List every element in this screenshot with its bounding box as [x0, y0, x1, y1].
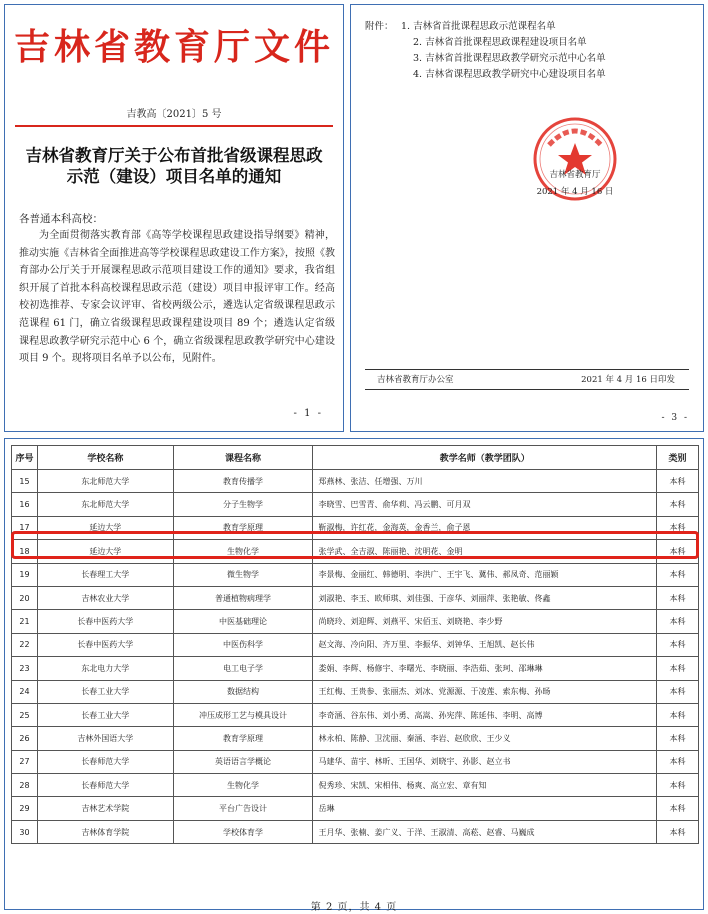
row-course: 冲压成形工艺与模具设计 — [173, 703, 313, 726]
table-row — [12, 657, 699, 680]
row-team: 张学武、全吉淑、陈丽艳、沈明花、金明 — [313, 540, 657, 563]
row-category: 本科 — [657, 657, 699, 680]
seal-date: 2021 年 4 月 16 日 — [536, 187, 614, 197]
row-school: 延边大学 — [37, 516, 173, 539]
table-row — [12, 470, 699, 493]
row-school: 延边大学 — [37, 540, 173, 563]
red-divider — [15, 125, 333, 127]
row-team: 尚晓玲、刘迎辉、刘燕平、宋佰玉、刘晓艳、李少野 — [313, 610, 657, 633]
table-row — [12, 540, 699, 563]
footer-organization: 吉林省教育厅办公室 — [377, 375, 454, 385]
table-header-row — [12, 446, 699, 470]
row-school: 东北师范大学 — [37, 470, 173, 493]
row-school: 吉林外国语大学 — [37, 727, 173, 750]
row-team: 倪秀珍、宋凯、宋相伟、杨爽、高立宏、章有知 — [313, 774, 657, 797]
row-team: 靳淑梅，许红花，金海英，金香兰，俞子恩 — [313, 516, 657, 539]
table-row — [12, 633, 699, 656]
document-page-3 — [350, 4, 704, 432]
row-category: 本科 — [657, 750, 699, 773]
attachment-item: 2. 吉林省首批课程思政课程建设项目名单 — [413, 37, 587, 48]
column-header-category: 类别 — [657, 446, 699, 470]
row-course: 英语语言学概论 — [173, 750, 313, 773]
row-school: 吉林艺术学院 — [37, 797, 173, 820]
table-row — [12, 703, 699, 726]
column-header-course: 课程名称 — [173, 446, 313, 470]
body-paragraph: 为全面贯彻落实教育部《高等学校课程思政建设指导纲要》精神，推动实施《吉林省全面推进高等学校课程思政建设工作方案》，按照《教育部办公厅关于开展课程思政示范项目建设工作的通知》要求，我省组织开展了首批本科高校课程思政示范（建设）项目申报评审工作。经高校初选推荐、专家会议评审、省校两级公示，遴选认定省级课程思政示范课程 61 门，确立省级课程思政课程建设项目 89 个；遴选认定省级课程思政教学研究示范中心 6 个，确立省级课程思政教学研究中心建设项目 9 个。现将项目名单予以公布，见附件。 — [19, 230, 335, 365]
row-course: 教育传播学 — [173, 470, 313, 493]
document-page-1 — [4, 4, 344, 432]
row-team: 王红梅、王贵参、张丽杰、刘冰、党源源、于凌莲、索东梅、孙旸 — [313, 680, 657, 703]
document-page-2 — [4, 438, 704, 913]
row-category: 本科 — [657, 540, 699, 563]
row-category: 本科 — [657, 493, 699, 516]
attachments-block — [365, 19, 606, 83]
footer-rule-bottom — [365, 389, 689, 390]
row-team: 李景梅、金丽红、韩德明、李洪广、王宇飞、冀伟、郝凤奇、范丽颖 — [313, 563, 657, 586]
row-category: 本科 — [657, 774, 699, 797]
table-row — [12, 493, 699, 516]
row-category: 本科 — [657, 563, 699, 586]
row-course: 普通植物病理学 — [173, 586, 313, 609]
row-category: 本科 — [657, 610, 699, 633]
row-course: 电工电子学 — [173, 657, 313, 680]
attachment-item: 1. 吉林省首批课程思政示范课程名单 — [401, 21, 556, 32]
row-team: 王月华、张楠、姜广义、于洋、王淑清、高菘、赵睿、马巍成 — [313, 820, 657, 843]
row-category: 本科 — [657, 586, 699, 609]
row-team: 岳琳 — [313, 797, 657, 820]
row-number: 21 — [12, 610, 38, 633]
page-label: 第 2 页，共 4 页 — [310, 902, 398, 913]
attachments-label: 附件： — [365, 21, 394, 32]
column-header-team: 教学名师（教学团队） — [313, 446, 657, 470]
row-category: 本科 — [657, 633, 699, 656]
row-category: 本科 — [657, 516, 699, 539]
document-title — [25, 145, 323, 187]
row-school: 吉林农业大学 — [37, 586, 173, 609]
row-number: 22 — [12, 633, 38, 656]
document-header: 吉林省教育厅文件 — [13, 26, 334, 68]
row-course: 平台广告设计 — [173, 797, 313, 820]
row-number: 23 — [12, 657, 38, 680]
row-course: 分子生物学 — [173, 493, 313, 516]
title-line-2: 示范（建设）项目名单的通知 — [66, 167, 282, 186]
table-row-highlighted — [12, 516, 699, 539]
table-row — [12, 586, 699, 609]
row-number: 15 — [12, 470, 38, 493]
page-number: - 1 - — [293, 408, 323, 419]
row-team: 赵文海、冷向阳、齐万里、李振华、刘钟华、王旭凯、赵长伟 — [313, 633, 657, 656]
row-course: 生物化学 — [173, 774, 313, 797]
table-row — [12, 820, 699, 843]
row-school: 长春工业大学 — [37, 703, 173, 726]
attachments-list — [401, 19, 606, 83]
row-number: 29 — [12, 797, 38, 820]
table-row — [12, 610, 699, 633]
row-team: 李晓雪、巴雪青、俞华莉、冯云鹏、可月双 — [313, 493, 657, 516]
row-number: 19 — [12, 563, 38, 586]
row-team: 马建华、苗宇、林昕、王国华、刘晓宇、孙影、赵立书 — [313, 750, 657, 773]
row-team: 李奇涵、谷东伟、刘小勇、高嵩、孙宪萍、陈延伟、李明、高博 — [313, 703, 657, 726]
row-category: 本科 — [657, 680, 699, 703]
table-row — [12, 727, 699, 750]
row-team: 郑燕林、张洁、任增强、万川 — [313, 470, 657, 493]
row-course: 中医伤科学 — [173, 633, 313, 656]
row-number: 28 — [12, 774, 38, 797]
row-number: 20 — [12, 586, 38, 609]
row-team: 娄娟、李辉、杨修宇、李曙光、李晓丽、李浩茹、张珂、邵琳琳 — [313, 657, 657, 680]
row-team: 林永柏、陈静、卫沈丽、秦涵、李岩、赵欣欣、王少义 — [313, 727, 657, 750]
footer-print-date: 2021 年 4 月 16 日印发 — [581, 375, 675, 385]
row-course: 学校体育学 — [173, 820, 313, 843]
document-number: 吉教高〔2021〕5 号 — [126, 109, 222, 120]
row-category: 本科 — [657, 703, 699, 726]
row-school: 长春师范大学 — [37, 750, 173, 773]
column-header-school: 学校名称 — [37, 446, 173, 470]
seal-organization: 吉林省教育厅 — [549, 170, 601, 180]
row-course: 教育学原理 — [173, 727, 313, 750]
row-course: 数据结构 — [173, 680, 313, 703]
row-course: 中医基础理论 — [173, 610, 313, 633]
row-category: 本科 — [657, 727, 699, 750]
row-number: 30 — [12, 820, 38, 843]
table-row — [12, 680, 699, 703]
row-school: 东北电力大学 — [37, 657, 173, 680]
row-number: 27 — [12, 750, 38, 773]
seal-caption — [515, 167, 635, 201]
row-school: 长春工业大学 — [37, 680, 173, 703]
row-school: 吉林体育学院 — [37, 820, 173, 843]
row-school: 长春理工大学 — [37, 563, 173, 586]
table-row — [12, 563, 699, 586]
row-school: 东北师范大学 — [37, 493, 173, 516]
row-number: 18 — [12, 540, 38, 563]
row-school: 长春中医药大学 — [37, 633, 173, 656]
row-course: 生物化学 — [173, 540, 313, 563]
table-row — [12, 750, 699, 773]
row-number: 26 — [12, 727, 38, 750]
row-course: 微生物学 — [173, 563, 313, 586]
row-number: 24 — [12, 680, 38, 703]
row-number: 17 — [12, 516, 38, 539]
salutation: 各普通本科高校： — [19, 213, 103, 225]
page-number: - 3 - — [661, 413, 689, 423]
row-category: 本科 — [657, 797, 699, 820]
attachment-item: 4. 吉林省课程思政教学研究中心建设项目名单 — [413, 69, 606, 80]
course-list-table — [11, 445, 699, 844]
row-course: 教育学原理 — [173, 516, 313, 539]
footer-rule-top — [365, 369, 689, 370]
row-number: 16 — [12, 493, 38, 516]
row-school: 长春中医药大学 — [37, 610, 173, 633]
table-row — [12, 774, 699, 797]
title-line-1: 吉林省教育厅关于公布首批省级课程思政 — [25, 146, 323, 165]
row-team: 刘淑艳、李玉、欧师琪、刘佳强、于彦华、刘丽萍、张艳敏、佟鑫 — [313, 586, 657, 609]
attachment-item: 3. 吉林省首批课程思政教学研究示范中心名单 — [413, 53, 606, 64]
row-category: 本科 — [657, 820, 699, 843]
column-header-number: 序号 — [12, 446, 38, 470]
row-school: 长春师范大学 — [37, 774, 173, 797]
table-row — [12, 797, 699, 820]
row-category: 本科 — [657, 470, 699, 493]
row-number: 25 — [12, 703, 38, 726]
